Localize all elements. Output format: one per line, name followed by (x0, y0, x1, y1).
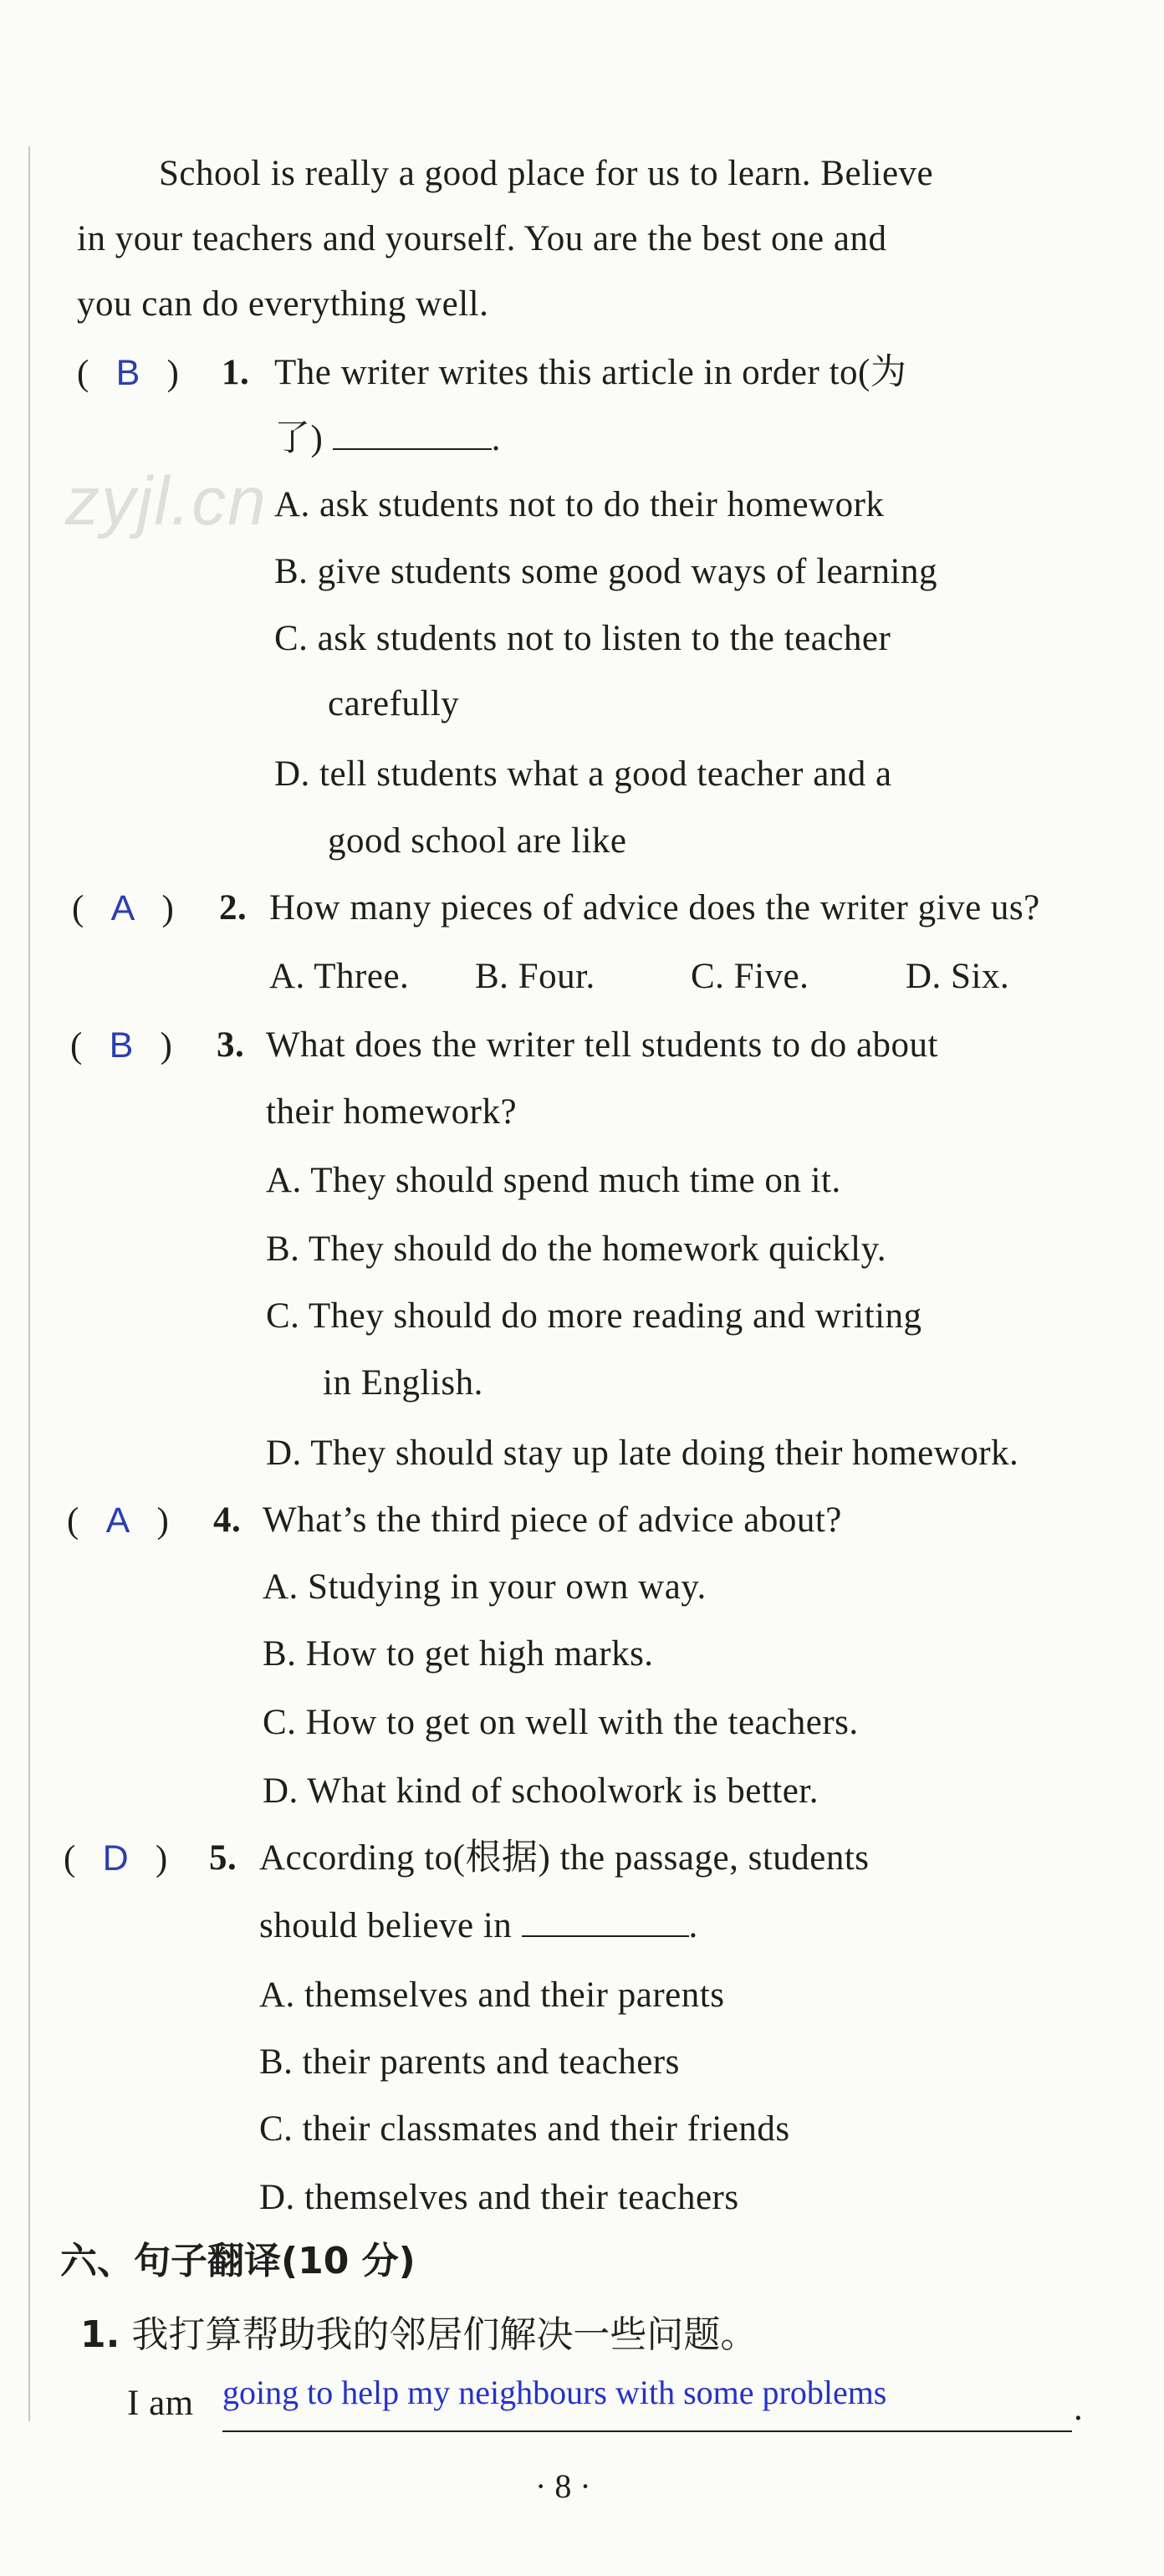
option-4d: D. What kind of schoolwork is better. (263, 1771, 819, 1811)
answer-blank (333, 415, 492, 450)
question-number-5: 5. (209, 1838, 237, 1878)
answer-bracket-5: ( D ) (64, 1838, 168, 1878)
intro-line-3: you can do everything well. (77, 284, 489, 324)
answer-3: B (109, 1025, 134, 1066)
option-2a: A. Three. (269, 957, 410, 996)
option-2d: D. Six. (906, 957, 1010, 996)
option-1d: D. tell students what a good teacher and a (274, 754, 892, 794)
question-stem-1: The writer writes this article in order to(为 (274, 353, 907, 392)
intro-line-1: School is really a good place for us to learn. Believe (159, 154, 934, 193)
handwritten-answer: going to help my neighbours with some problems (222, 2374, 887, 2411)
question-stem-4: What’s the third piece of advice about? (263, 1500, 842, 1540)
answer-5: D (102, 1838, 129, 1878)
page-number: · 8 · (535, 2467, 591, 2505)
translation-period: . (1074, 2389, 1084, 2428)
answer-line (222, 2430, 1072, 2432)
question-stem-5-cont: should believe in . (259, 1902, 698, 1950)
option-5d: D. themselves and their teachers (259, 2178, 739, 2217)
translation-chinese: 我打算帮助我的邻居们解决一些问题。 (131, 2313, 758, 2356)
question-stem-2: How many pieces of advice does the writer give us? (269, 888, 1040, 928)
answer-bracket-2: ( A ) (72, 888, 174, 928)
answer-2: A (110, 888, 135, 928)
option-5a: A. themselves and their parents (259, 1975, 725, 2015)
translation-item-1 (80, 2312, 757, 2359)
watermark: zyjl.cn (65, 463, 268, 539)
option-5c: C. their classmates and their friends (259, 2109, 790, 2149)
option-1b: B. give students some good ways of learning (274, 552, 938, 591)
intro-line-2: in your teachers and yourself. You are the best one and (77, 219, 887, 258)
question-stem-3: What does the writer tell students to do about (266, 1025, 938, 1065)
option-4b: B. How to get high marks. (263, 1634, 654, 1674)
option-1d-cont: good school are like (328, 821, 627, 861)
option-4c: C. How to get on well with the teachers. (263, 1703, 859, 1742)
answer-1: B (115, 353, 140, 393)
question-number-1: 1. (222, 353, 250, 392)
option-3c: C. They should do more reading and writing (266, 1296, 922, 1336)
answer-bracket-4: ( A ) (67, 1500, 169, 1541)
option-2c: C. Five. (691, 957, 809, 996)
option-1a: A. ask students not to do their homework (274, 485, 885, 524)
option-3d: D. They should stay up late doing their homework. (266, 1434, 1019, 1473)
option-3c-cont: in English. (323, 1363, 483, 1403)
section-title: 六、句子翻译(10 分) (60, 2240, 416, 2282)
question-stem-1-cont: 了) . (274, 415, 501, 463)
translation-number: 1. (80, 2313, 120, 2356)
margin-line (28, 146, 30, 2421)
answer-bracket-3: ( B ) (70, 1025, 172, 1066)
translation-prefix: I am (127, 2384, 194, 2423)
option-1c: C. ask students not to listen to the teacher (274, 619, 891, 658)
answer-4: A (105, 1500, 130, 1541)
question-number-4: 4. (213, 1500, 242, 1540)
answer-blank (522, 1902, 689, 1937)
option-1c-cont: carefully (328, 684, 460, 723)
option-3a: A. They should spend much time on it. (266, 1161, 841, 1200)
option-2b: B. Four. (475, 957, 595, 996)
answer-bracket-1: ( B ) (77, 353, 179, 393)
stem-5-tail: should believe in (259, 1906, 513, 1945)
option-5b: B. their parents and teachers (259, 2042, 680, 2082)
question-stem-3-cont: their homework? (266, 1092, 518, 1132)
option-3b: B. They should do the homework quickly. (266, 1229, 887, 1269)
stem-1-tail: 了) (274, 419, 324, 458)
question-number-2: 2. (219, 888, 248, 928)
option-4a: A. Studying in your own way. (263, 1567, 707, 1607)
question-stem-5: According to(根据) the passage, students (259, 1838, 870, 1878)
question-number-3: 3. (217, 1025, 245, 1065)
